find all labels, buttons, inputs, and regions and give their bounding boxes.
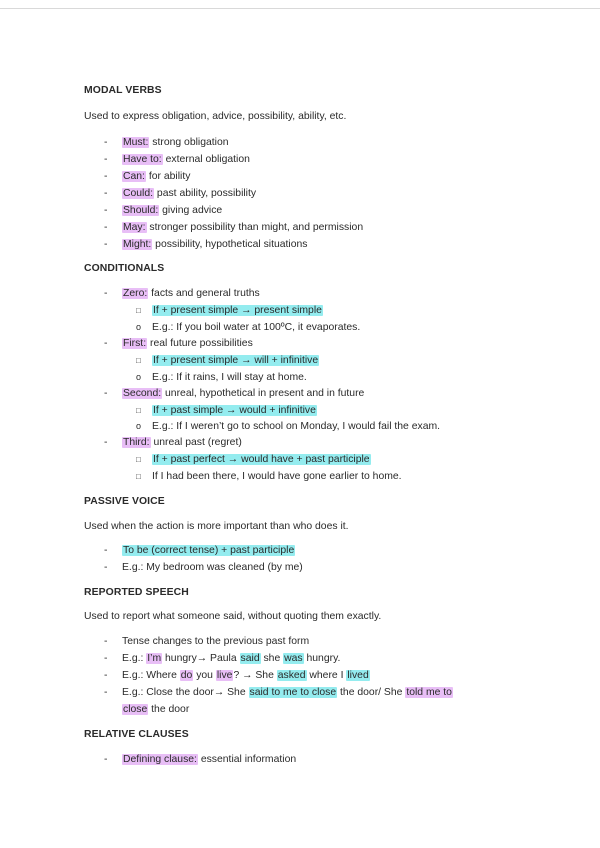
- desc: possibility, hypothetical situations: [152, 239, 308, 250]
- term: Should:: [123, 205, 159, 216]
- term: Third:: [123, 437, 150, 448]
- text: hungry.: [303, 653, 341, 664]
- passive-voice-intro: Used when the action is more important than who does it.: [84, 521, 349, 532]
- list-item: - Defining clause: essential information: [104, 754, 297, 765]
- term: First:: [123, 338, 147, 349]
- text: E.g.:: [122, 653, 147, 664]
- example: E.g.: If it rains, I will stay at home.: [152, 372, 307, 383]
- text: the door: [148, 704, 190, 715]
- sub-item: □ If + present simple → present simple: [136, 305, 322, 316]
- highlight: do: [180, 670, 193, 681]
- relative-clauses-heading: RELATIVE CLAUSES: [84, 729, 189, 740]
- list-item: - Zero: facts and general truths: [104, 288, 260, 299]
- highlight: lived: [347, 670, 369, 681]
- term: Might:: [123, 239, 152, 250]
- example: If I had been there, I would have gone earlier to home.: [152, 471, 402, 482]
- list-item: - To be (correct tense) + past participle: [104, 545, 295, 556]
- desc: facts and general truths: [148, 288, 260, 299]
- highlight: live: [216, 670, 233, 681]
- list-item: - E.g.: My bedroom was cleaned (by me): [104, 562, 303, 573]
- example: E.g.: My bedroom was cleaned (by me): [122, 562, 303, 573]
- highlight: told me to: [406, 687, 452, 698]
- conditionals-heading: CONDITIONALS: [84, 263, 165, 274]
- desc: strong obligation: [149, 137, 229, 148]
- sub-item: o E.g.: If I weren’t go to school on Monday, I would fail the exam.: [136, 421, 441, 432]
- rule: If + present simple → will + infinitive: [153, 355, 319, 366]
- rule: If + present simple → present simple: [153, 305, 322, 316]
- passive-voice-heading: PASSIVE VOICE: [84, 496, 165, 507]
- text: Tense changes to the previous past form: [122, 636, 310, 647]
- highlight: I’m: [147, 653, 162, 664]
- list-item-continued: [122, 705, 189, 715]
- list-item: - First: real future possibilities: [104, 338, 253, 349]
- desc: past ability, possibility: [154, 188, 257, 199]
- list-item: - May: stronger possibility than might, and permission: [104, 222, 364, 233]
- modal-verbs-heading: MODAL VERBS: [84, 85, 162, 96]
- term: Second:: [123, 388, 162, 399]
- list-item: - E.g.: I’m hungry→ Paula said she was hungry.: [104, 653, 341, 664]
- text: where I: [306, 670, 347, 681]
- rule: If + past simple → would + infinitive: [153, 405, 316, 416]
- desc: giving advice: [159, 205, 223, 216]
- highlight: was: [284, 653, 303, 664]
- term: Could:: [123, 188, 154, 199]
- text: you: [193, 670, 216, 681]
- sub-item: o E.g.: If you boil water at 100ºC, it evaporates.: [136, 322, 361, 333]
- top-divider: [0, 8, 600, 9]
- list-item: - Should: giving advice: [104, 205, 223, 216]
- term: May:: [123, 222, 146, 233]
- desc: unreal past (regret): [150, 437, 242, 448]
- sub-item: □ If + past perfect → would have + past participle: [136, 454, 370, 465]
- desc: for ability: [145, 171, 191, 182]
- highlight: asked: [277, 670, 306, 681]
- list-item: - Must: strong obligation: [104, 137, 229, 148]
- desc: stronger possibility than might, and permission: [146, 222, 364, 233]
- desc: unreal, hypothetical in present and in future: [162, 388, 365, 399]
- rule: To be (correct tense) + past participle: [123, 545, 295, 556]
- text: hungry→ Paula: [162, 653, 240, 664]
- sub-item: o E.g.: If it rains, I will stay at home.: [136, 372, 307, 383]
- list-item: - E.g.: Close the door→ She said to me to close the door/ She told me to: [104, 687, 452, 698]
- list-item: - Might: possibility, hypothetical situations: [104, 239, 308, 250]
- list-item: - Tense changes to the previous past form: [104, 636, 310, 647]
- sub-item: □ If + present simple → will + infinitive: [136, 355, 319, 366]
- desc: external obligation: [162, 154, 250, 165]
- desc: real future possibilities: [147, 338, 253, 349]
- term: Have to:: [123, 154, 162, 165]
- example: E.g.: If you boil water at 100ºC, it evaporates.: [152, 322, 361, 333]
- list-item: - Second: unreal, hypothetical in present and in future: [104, 388, 365, 399]
- term: Can:: [123, 171, 145, 182]
- sub-item: □ If + past simple → would + infinitive: [136, 405, 316, 416]
- term: Defining clause:: [123, 754, 197, 765]
- text: ? → She: [233, 670, 277, 681]
- reported-speech-heading: REPORTED SPEECH: [84, 587, 189, 598]
- text: E.g.: Where: [122, 670, 180, 681]
- list-item: - Can: for ability: [104, 171, 191, 182]
- list-item: - E.g.: Where do you live? → She asked where I lived: [104, 670, 369, 681]
- list-item: - Could: past ability, possibility: [104, 188, 257, 199]
- sub-item: □ If I had been there, I would have gone earlier to home.: [136, 471, 402, 482]
- modal-verbs-intro: Used to express obligation, advice, possibility, ability, etc.: [84, 111, 347, 122]
- highlight: said to me to close: [249, 687, 337, 698]
- example: E.g.: If I weren’t go to school on Monday, I would fail the exam.: [152, 421, 441, 432]
- text: E.g.: Close the door→ She: [122, 687, 249, 698]
- term: Must:: [123, 137, 149, 148]
- list-item: - Third: unreal past (regret): [104, 437, 242, 448]
- reported-speech-intro: Used to report what someone said, without quoting them exactly.: [84, 611, 382, 622]
- highlight: close: [123, 704, 148, 715]
- text: the door/ She: [337, 687, 406, 698]
- rule: If + past perfect → would have + past participle: [153, 454, 370, 465]
- list-item: - Have to: external obligation: [104, 154, 250, 165]
- highlight: said: [240, 653, 260, 664]
- text: she: [260, 653, 284, 664]
- term: Zero:: [123, 288, 148, 299]
- desc: essential information: [197, 754, 297, 765]
